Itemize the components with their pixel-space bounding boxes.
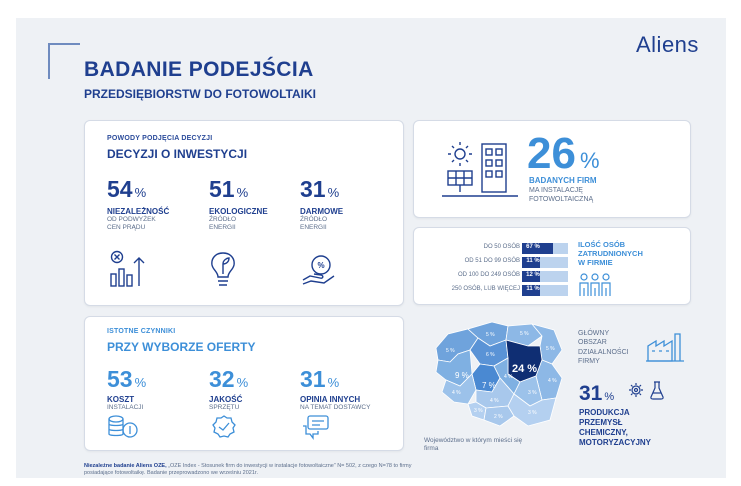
region-label: 5 % xyxy=(520,331,529,337)
factor-stat xyxy=(107,368,197,412)
discount-hand-icon xyxy=(300,250,338,288)
factory-icon xyxy=(645,330,685,364)
factors-kicker: ISTOTNE CZYNNIKI xyxy=(107,328,176,335)
stat-label: NIEZALEŻNOŚĆ xyxy=(107,207,170,216)
map-note: Województwo w którym mieści się firma xyxy=(424,437,523,453)
stat-label: DARMOWE xyxy=(300,207,344,216)
factor-stat xyxy=(300,368,400,412)
bar-category-label: DO 50 OSÓB xyxy=(483,244,520,250)
region-label: 3 % xyxy=(528,390,537,396)
bar-value-label: 12 % xyxy=(526,272,540,278)
employees-bar-row xyxy=(424,285,570,296)
employees-bar-row xyxy=(424,257,570,268)
region-label: 3 % xyxy=(528,410,537,416)
sector-value: 31 % xyxy=(579,382,615,405)
stat-sublabel: SPRZĘTU xyxy=(209,404,240,411)
page-subtitle: PRZEDSIĘBIORSTW DO FOTOWOLTAIKI xyxy=(84,87,316,101)
region-label: 3 % xyxy=(474,408,483,414)
region-label: 9 % xyxy=(455,371,469,380)
employees-bar-row xyxy=(424,271,570,282)
installations-label: BADANYCH FIRM xyxy=(529,176,597,185)
reasons-heading: DECYZJI O INWESTYCJI xyxy=(107,147,248,161)
svg-text:%: % xyxy=(317,261,325,270)
stat-sublabel: INSTALACJI xyxy=(107,404,144,411)
area-label: GŁÓWNY OBSZAR DZIAŁALNOŚCI FIRMY xyxy=(578,330,629,366)
region-label: 6 % xyxy=(486,352,495,358)
footnote: Niezależne badanie Aliens OZE, „OZE Index - Stosunek firm do inwestycji w instalacje fotowoltaiczne” N= 502, z czego N=78 to firmy posiadające fotowoltaikę. Badanie przeprowadzono we wrześniu 2021r. xyxy=(84,463,412,477)
employees-heading: ILOŚĆ OSÓB ZATRUDNIONYCH W FIRMIE xyxy=(578,240,643,267)
region-label: 4 % xyxy=(504,374,513,380)
region-label: 4 % xyxy=(452,390,461,396)
region-label: 5 % xyxy=(446,348,455,354)
stat-value: 31 % xyxy=(300,366,340,392)
reasons-kicker: POWODY PODJĘCIA DECYZJI xyxy=(107,135,213,142)
corner-accent xyxy=(48,43,50,79)
sector-label: PRODUKCJA PRZEMYSŁ CHEMICZNY, MOTORYZACYJNY xyxy=(579,408,652,447)
installations-sublabel: MA INSTALACJĘ FOTOWOLTAICZNĄ xyxy=(529,187,594,204)
corner-accent xyxy=(48,43,80,45)
rising-price-icon xyxy=(108,250,148,288)
stat-label: KOSZT xyxy=(107,395,135,404)
stat-label: OPINIA INNYCH xyxy=(300,395,361,404)
reason-stat xyxy=(107,178,197,232)
region-label: 5 % xyxy=(546,346,555,352)
stat-sublabel: OD PODWYŻEK CEN PRĄDU xyxy=(107,216,156,232)
bar-value-label: 11 % xyxy=(526,286,540,292)
employees-bar-row xyxy=(424,243,570,254)
region-label: 4 % xyxy=(490,398,499,404)
stat-value: 32 % xyxy=(209,366,249,392)
bar-value-label: 67 % xyxy=(526,244,540,250)
stat-sublabel: ŹRÓDŁO ENERGII xyxy=(209,216,237,232)
region-label: 24 % xyxy=(512,363,538,375)
flask-icon xyxy=(649,380,665,400)
stat-sublabel: ŹRÓDŁO ENERGII xyxy=(300,216,328,232)
poland-map xyxy=(424,316,570,436)
factors-heading: PRZY WYBORZE OFERTY xyxy=(107,340,256,354)
installations-value: 26 % xyxy=(527,129,600,178)
coins-icon xyxy=(107,414,139,440)
stat-value: 53 % xyxy=(107,366,147,392)
region-label: 4 % xyxy=(548,378,557,384)
bar-value-label: 11 % xyxy=(526,258,540,264)
eco-bulb-icon xyxy=(208,250,238,288)
region-label: 2 % xyxy=(494,414,503,420)
region-label: 5 % xyxy=(486,332,495,338)
people-icon xyxy=(578,272,612,298)
reason-stat xyxy=(300,178,390,232)
stat-value: 54 % xyxy=(107,176,147,202)
region-label: 7 % xyxy=(482,381,496,390)
stat-sublabel: NA TEMAT DOSTAWCY xyxy=(300,404,371,411)
quality-badge-icon xyxy=(210,414,238,440)
reason-stat xyxy=(209,178,299,232)
brand-logo: Aliens xyxy=(636,32,699,57)
stat-label: JAKOŚĆ xyxy=(209,395,243,404)
stat-label: EKOLOGICZNE xyxy=(209,207,268,216)
bar-category-label: OD 100 DO 249 OSÓB xyxy=(457,272,520,278)
stat-value: 51 % xyxy=(209,176,249,202)
page-title: BADANIE PODEJŚCIA xyxy=(84,58,314,81)
factor-stat xyxy=(209,368,299,412)
chat-bubble-icon xyxy=(300,414,330,440)
stat-value: 31 % xyxy=(300,176,340,202)
bar-category-label: 250 OSÓB, LUB WIĘCEJ xyxy=(451,286,520,292)
gear-icon xyxy=(627,382,645,398)
solar-building-icon xyxy=(440,136,520,206)
bar-category-label: OD 51 DO 99 OSÓB xyxy=(464,258,520,264)
